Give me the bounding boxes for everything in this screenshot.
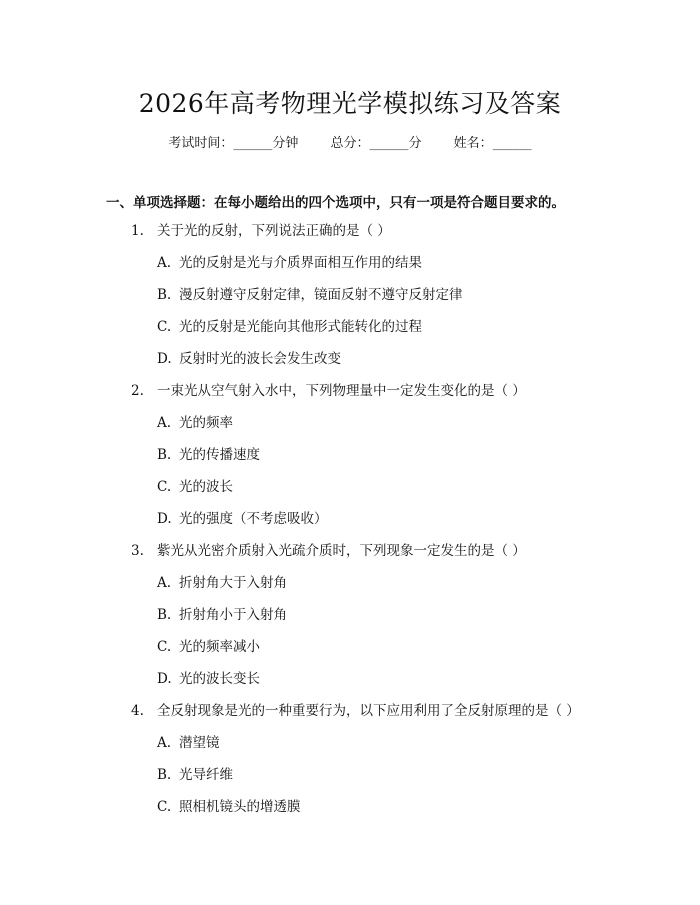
option-text: 光的反射是光与介质界面相互作用的结果 xyxy=(179,255,422,271)
option-letter: C. xyxy=(157,639,172,655)
option-text: 光的频率减小 xyxy=(179,639,260,655)
question-1-option-b xyxy=(0,283,700,315)
option-letter: B. xyxy=(157,767,172,783)
question-1-option-c xyxy=(0,315,700,347)
option-letter: A. xyxy=(157,575,172,591)
total-score-field xyxy=(330,132,421,151)
exam-time-unit: 分钟 xyxy=(272,136,299,151)
question-4-stem xyxy=(0,699,700,731)
option-text: 折射角大于入射角 xyxy=(179,575,287,591)
question-number: 3. xyxy=(131,543,144,559)
option-letter: C. xyxy=(157,479,172,495)
total-score-unit: 分 xyxy=(408,136,422,151)
question-4-option-c xyxy=(0,795,700,827)
question-3-option-d xyxy=(0,667,700,699)
question-number: 4. xyxy=(131,703,144,719)
question-2-option-d xyxy=(0,507,700,539)
option-text: 光导纤维 xyxy=(179,767,233,783)
question-number: 2. xyxy=(131,383,144,399)
total-score-label: 总分： xyxy=(330,136,370,151)
question-text: 关于光的反射，下列说法正确的是（ ） xyxy=(157,223,391,239)
question-3-stem xyxy=(0,539,700,571)
exam-time-label: 考试时间： xyxy=(168,136,234,151)
question-text: 紫光从光密介质射入光疏介质时，下列现象一定发生的是（ ） xyxy=(157,543,526,559)
total-score-blank: ______ xyxy=(369,136,409,151)
student-name-field xyxy=(454,132,532,151)
option-text: 光的波长变长 xyxy=(179,671,260,687)
question-text: 一束光从空气射入水中，下列物理量中一定发生变化的是（ ） xyxy=(157,383,526,399)
option-text: 光的传播速度 xyxy=(179,447,260,463)
option-letter: A. xyxy=(157,255,172,271)
question-3-option-a xyxy=(0,571,700,603)
option-letter: D. xyxy=(157,511,172,527)
option-letter: A. xyxy=(157,415,172,431)
question-4-option-a xyxy=(0,731,700,763)
option-text: 光的反射是光能向其他形式能转化的过程 xyxy=(179,319,422,335)
option-text: 潜望镜 xyxy=(179,735,220,751)
option-letter: A. xyxy=(157,735,172,751)
question-1-option-d xyxy=(0,347,700,379)
question-1-stem xyxy=(0,219,700,251)
page-title: 2026年高考物理光学模拟练习及答案 xyxy=(138,89,562,118)
option-letter: B. xyxy=(157,287,172,303)
question-3-option-b xyxy=(0,603,700,635)
exam-time-field xyxy=(168,132,298,151)
question-2-option-a xyxy=(0,411,700,443)
question-2-option-b xyxy=(0,443,700,475)
question-3-option-c xyxy=(0,635,700,667)
option-text: 照相机镜头的增透膜 xyxy=(179,799,301,815)
option-text: 折射角小于入射角 xyxy=(179,607,287,623)
student-name-label: 姓名： xyxy=(453,136,493,151)
option-text: 漫反射遵守反射定律，镜面反射不遵守反射定律 xyxy=(179,287,463,303)
option-text: 光的强度（不考虑吸收） xyxy=(179,511,328,527)
option-text: 光的频率 xyxy=(179,415,233,431)
question-list xyxy=(0,219,700,827)
question-2-stem xyxy=(0,379,700,411)
option-letter: C. xyxy=(157,799,172,815)
student-name-blank: ______ xyxy=(492,136,532,151)
exam-info xyxy=(0,132,700,151)
option-letter: D. xyxy=(157,351,172,367)
question-2-option-c xyxy=(0,475,700,507)
option-letter: B. xyxy=(157,447,172,463)
question-1-option-a xyxy=(0,251,700,283)
option-letter: B. xyxy=(157,607,172,623)
exam-time-blank: ______ xyxy=(233,136,273,151)
question-text: 全反射现象是光的一种重要行为，以下应用利用了全反射原理的是（ ） xyxy=(157,703,580,719)
question-number: 1. xyxy=(131,223,144,239)
option-text: 光的波长 xyxy=(179,479,233,495)
option-letter: C. xyxy=(157,319,172,335)
option-letter: D. xyxy=(157,671,172,687)
section-heading: 一、单项选择题：在每小题给出的四个选项中，只有一项是符合题目要求的。 xyxy=(106,195,565,211)
question-4-option-b xyxy=(0,763,700,795)
option-text: 反射时光的波长会发生改变 xyxy=(179,351,341,367)
